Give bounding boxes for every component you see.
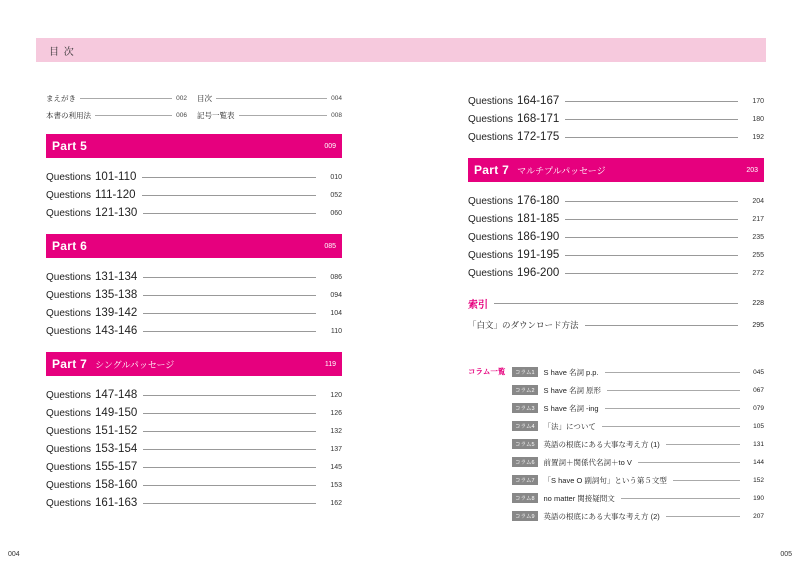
leader-line bbox=[565, 255, 738, 256]
column-entry[interactable] bbox=[512, 435, 764, 453]
part7-multiple bbox=[468, 158, 764, 282]
leader-line bbox=[143, 213, 316, 214]
question-prefix: Questions bbox=[46, 307, 92, 319]
column-page: 207 bbox=[753, 512, 764, 520]
question-range: 101-110 bbox=[95, 171, 137, 183]
question-page: 170 bbox=[752, 97, 764, 105]
column-badge: コラム8 bbox=[512, 493, 538, 503]
column-title: 英語の根底にある大事な考え方 (1) bbox=[543, 439, 660, 449]
question-prefix: Questions bbox=[46, 325, 92, 337]
column-page: 144 bbox=[753, 458, 764, 466]
question-prefix: Questions bbox=[46, 443, 92, 455]
column-title: no matter 関接疑問文 bbox=[543, 493, 615, 503]
front-matter-entry[interactable] bbox=[197, 92, 342, 104]
question-range: 139-142 bbox=[95, 307, 138, 319]
question-range: 176-180 bbox=[517, 195, 560, 207]
part-heading-bar[interactable] bbox=[46, 352, 342, 376]
question-prefix: Questions bbox=[468, 231, 514, 243]
question-entry[interactable] bbox=[46, 422, 342, 440]
question-prefix: Questions bbox=[46, 207, 92, 219]
leader-line bbox=[143, 395, 316, 396]
question-page: 010 bbox=[330, 173, 342, 181]
question-range: 151-152 bbox=[95, 425, 138, 437]
column-title: 「法」について bbox=[543, 421, 596, 431]
front-matter-label: 記号一覧表 bbox=[197, 110, 235, 120]
leader-line bbox=[565, 219, 738, 220]
question-entry[interactable] bbox=[468, 128, 764, 146]
question-page: 145 bbox=[330, 463, 342, 471]
question-range: 135-138 bbox=[95, 289, 138, 301]
question-entry[interactable] bbox=[46, 440, 342, 458]
question-entry[interactable] bbox=[46, 476, 342, 494]
question-page: 104 bbox=[330, 309, 342, 317]
continued-questions bbox=[468, 92, 764, 146]
column-list bbox=[512, 363, 764, 525]
part-heading-bar[interactable] bbox=[46, 134, 342, 158]
leader-line bbox=[666, 444, 740, 445]
leader-line bbox=[565, 201, 738, 202]
question-page: 052 bbox=[330, 191, 342, 199]
question-page: 086 bbox=[330, 273, 342, 281]
left-column bbox=[46, 92, 342, 524]
leader-line bbox=[585, 325, 738, 326]
question-prefix: Questions bbox=[46, 171, 92, 183]
question-entry[interactable] bbox=[46, 168, 342, 186]
leader-line bbox=[621, 498, 740, 499]
part-label: Part 5 bbox=[52, 139, 88, 153]
folio-left: 004 bbox=[8, 551, 20, 558]
column-list-heading: コラム一覧 bbox=[468, 367, 506, 376]
question-prefix: Questions bbox=[46, 461, 92, 473]
front-matter-label: まえがき bbox=[46, 93, 76, 103]
leader-line bbox=[142, 195, 316, 196]
leader-line bbox=[638, 462, 740, 463]
column-entry[interactable] bbox=[512, 453, 764, 471]
front-matter-label: 本書の利用法 bbox=[46, 110, 91, 120]
question-page: 094 bbox=[330, 291, 342, 299]
leader-line bbox=[673, 480, 740, 481]
front-matter-entry[interactable] bbox=[46, 109, 187, 121]
leader-line bbox=[607, 390, 740, 391]
download-entry[interactable] bbox=[468, 316, 764, 334]
leader-line bbox=[565, 273, 738, 274]
question-prefix: Questions bbox=[468, 249, 514, 261]
leader-line bbox=[565, 237, 738, 238]
question-prefix: Questions bbox=[46, 289, 92, 301]
leader-line bbox=[216, 98, 327, 99]
question-range: 111-120 bbox=[95, 189, 136, 201]
column-title: 英語の根底にある大事な考え方 (2) bbox=[543, 511, 660, 521]
column-entry[interactable] bbox=[512, 417, 764, 435]
column-entry[interactable] bbox=[512, 399, 764, 417]
front-matter-list bbox=[46, 92, 342, 121]
question-entry[interactable] bbox=[46, 304, 342, 322]
leader-line bbox=[143, 467, 316, 468]
part-section bbox=[46, 234, 342, 352]
question-entry[interactable] bbox=[46, 322, 342, 340]
part-label: Part 6 bbox=[52, 239, 88, 253]
question-page: 153 bbox=[330, 481, 342, 489]
column-title: S have 名詞 -ing bbox=[543, 403, 599, 413]
front-matter-entry[interactable] bbox=[197, 109, 342, 121]
column-title: 前置詞＋関係代名詞＋to V bbox=[543, 457, 632, 467]
part-subtitle: マルチプルパッセージ bbox=[517, 165, 606, 176]
question-prefix: Questions bbox=[46, 271, 92, 283]
column-title: 「S have O 副詞句」という第５文型 bbox=[543, 475, 667, 485]
question-page: 060 bbox=[330, 209, 342, 217]
index-page: 228 bbox=[752, 299, 764, 307]
index-entry[interactable] bbox=[468, 294, 764, 312]
question-range: 191-195 bbox=[517, 249, 560, 261]
question-range: 131-134 bbox=[95, 271, 138, 283]
question-entry[interactable] bbox=[468, 246, 764, 264]
leader-line bbox=[143, 413, 316, 414]
leader-line bbox=[142, 177, 316, 178]
question-page: 255 bbox=[752, 251, 764, 259]
question-range: 186-190 bbox=[517, 231, 560, 243]
right-column bbox=[468, 92, 764, 334]
leader-line bbox=[143, 449, 316, 450]
question-prefix: Questions bbox=[46, 497, 92, 509]
question-prefix: Questions bbox=[468, 267, 514, 279]
column-badge: コラム9 bbox=[512, 511, 538, 521]
column-page: 131 bbox=[753, 440, 764, 448]
question-entry[interactable] bbox=[46, 404, 342, 422]
question-entry[interactable] bbox=[468, 110, 764, 128]
leader-line bbox=[494, 303, 738, 304]
question-range: 181-185 bbox=[517, 213, 560, 225]
part-page: 085 bbox=[324, 242, 336, 250]
question-prefix: Questions bbox=[468, 131, 514, 143]
question-entry[interactable] bbox=[46, 286, 342, 304]
question-range: 168-171 bbox=[517, 113, 560, 125]
column-entry[interactable] bbox=[512, 381, 764, 399]
front-matter-page: 002 bbox=[176, 94, 187, 102]
question-entry[interactable] bbox=[468, 192, 764, 210]
question-prefix: Questions bbox=[46, 425, 92, 437]
question-prefix: Questions bbox=[468, 113, 514, 125]
leader-line bbox=[143, 313, 316, 314]
column-badge: コラム7 bbox=[512, 475, 538, 485]
question-entry[interactable] bbox=[468, 228, 764, 246]
part-label: Part 7 bbox=[474, 163, 510, 177]
leader-line bbox=[143, 295, 316, 296]
question-page: 180 bbox=[752, 115, 764, 123]
column-badge: コラム3 bbox=[512, 403, 538, 413]
part-heading-bar[interactable] bbox=[468, 158, 764, 182]
column-entry[interactable] bbox=[512, 489, 764, 507]
leader-line bbox=[565, 101, 738, 102]
question-range: 153-154 bbox=[95, 443, 138, 455]
question-page: 137 bbox=[330, 445, 342, 453]
question-prefix: Questions bbox=[468, 213, 514, 225]
column-title: S have 名詞 原形 bbox=[543, 385, 602, 395]
leader-line bbox=[239, 115, 328, 116]
part-section bbox=[46, 352, 342, 524]
column-badge: コラム1 bbox=[512, 367, 538, 377]
column-entry[interactable] bbox=[512, 363, 764, 381]
part-page: 203 bbox=[746, 166, 758, 174]
front-matter-entry[interactable] bbox=[46, 92, 187, 104]
front-matter-page: 006 bbox=[176, 111, 187, 119]
question-page: 204 bbox=[752, 197, 764, 205]
question-entry[interactable] bbox=[46, 204, 342, 222]
part-section bbox=[46, 134, 342, 234]
question-entry[interactable] bbox=[46, 458, 342, 476]
question-range: 172-175 bbox=[517, 131, 560, 143]
question-page: 110 bbox=[330, 327, 342, 335]
front-matter-page: 004 bbox=[331, 94, 342, 102]
column-page: 045 bbox=[753, 368, 764, 376]
download-label: 「白文」のダウンロード方法 bbox=[468, 320, 579, 330]
question-range: 149-150 bbox=[95, 407, 138, 419]
left-parts bbox=[46, 134, 342, 524]
column-entry[interactable] bbox=[512, 507, 764, 525]
column-title: S have 名詞 p.p. bbox=[543, 367, 599, 377]
question-range: 155-157 bbox=[95, 461, 138, 473]
leader-line bbox=[143, 485, 316, 486]
question-page: 192 bbox=[752, 133, 764, 141]
column-page: 190 bbox=[753, 494, 764, 502]
leader-line bbox=[143, 331, 316, 332]
toc-header-band bbox=[36, 38, 766, 62]
leader-line bbox=[666, 516, 740, 517]
question-entry[interactable] bbox=[46, 386, 342, 404]
leader-line bbox=[143, 277, 316, 278]
question-range: 164-167 bbox=[517, 95, 560, 107]
question-entry[interactable] bbox=[468, 264, 764, 282]
question-range: 158-160 bbox=[95, 479, 138, 491]
question-range: 143-146 bbox=[95, 325, 138, 337]
question-prefix: Questions bbox=[46, 479, 92, 491]
column-page: 152 bbox=[753, 476, 764, 484]
index-label: 索引 bbox=[468, 299, 488, 311]
front-matter-label: 目次 bbox=[197, 93, 212, 103]
leader-line bbox=[95, 115, 172, 116]
column-badge: コラム2 bbox=[512, 385, 538, 395]
front-matter-page: 008 bbox=[331, 111, 342, 119]
question-range: 161-163 bbox=[95, 497, 138, 509]
column-entry[interactable] bbox=[512, 471, 764, 489]
leader-line bbox=[605, 408, 740, 409]
column-page: 079 bbox=[753, 404, 764, 412]
leader-line bbox=[602, 426, 740, 427]
question-prefix: Questions bbox=[46, 189, 92, 201]
question-entry[interactable] bbox=[46, 494, 342, 512]
question-page: 132 bbox=[330, 427, 342, 435]
question-entry[interactable] bbox=[468, 92, 764, 110]
leader-line bbox=[565, 119, 738, 120]
leader-line bbox=[143, 503, 316, 504]
leader-line bbox=[80, 98, 172, 99]
leader-line bbox=[143, 431, 316, 432]
question-page: 272 bbox=[752, 269, 764, 277]
question-prefix: Questions bbox=[468, 95, 514, 107]
question-prefix: Questions bbox=[46, 407, 92, 419]
question-page: 217 bbox=[752, 215, 764, 223]
question-range: 147-148 bbox=[95, 389, 138, 401]
question-range: 121-130 bbox=[95, 207, 138, 219]
column-page: 067 bbox=[753, 386, 764, 394]
part-page: 119 bbox=[324, 360, 336, 368]
question-page: 126 bbox=[330, 409, 342, 417]
leader-line bbox=[565, 137, 738, 138]
question-entry[interactable] bbox=[46, 268, 342, 286]
question-page: 162 bbox=[330, 499, 342, 507]
question-range: 196-200 bbox=[517, 267, 560, 279]
column-badge: コラム4 bbox=[512, 421, 538, 431]
question-entry[interactable] bbox=[46, 186, 342, 204]
question-page: 120 bbox=[330, 391, 342, 399]
question-prefix: Questions bbox=[46, 389, 92, 401]
part-subtitle: シングルパッセージ bbox=[95, 359, 175, 370]
folio-right: 005 bbox=[780, 551, 792, 558]
leader-line bbox=[605, 372, 740, 373]
column-badge: コラム5 bbox=[512, 439, 538, 449]
question-page: 235 bbox=[752, 233, 764, 241]
download-page: 295 bbox=[752, 321, 764, 329]
part-page: 009 bbox=[324, 142, 336, 150]
question-prefix: Questions bbox=[468, 195, 514, 207]
column-page: 105 bbox=[753, 422, 764, 430]
part-heading-bar[interactable] bbox=[46, 234, 342, 258]
part-label: Part 7 bbox=[52, 357, 88, 371]
column-badge: コラム6 bbox=[512, 457, 538, 467]
question-entry[interactable] bbox=[468, 210, 764, 228]
toc-title: 目 次 bbox=[49, 47, 75, 58]
